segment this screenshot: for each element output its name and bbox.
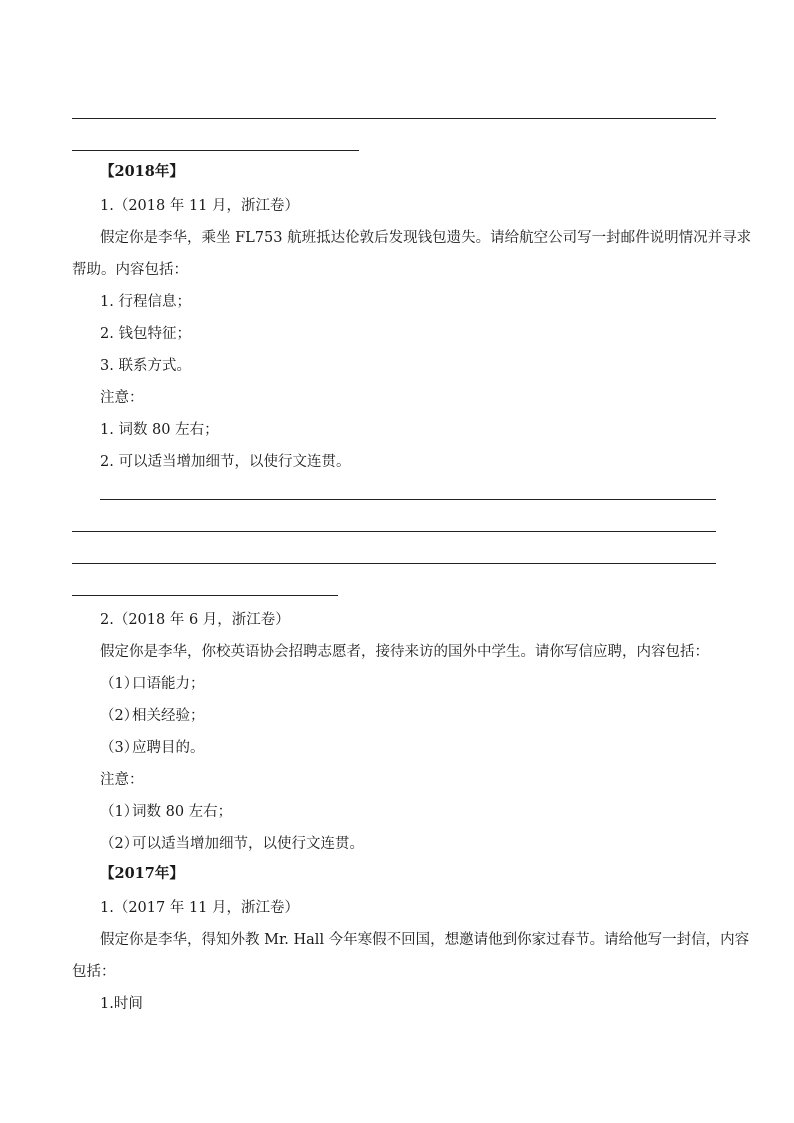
note-label: 注意： bbox=[100, 772, 144, 788]
question-title: 1.（2017 年 11 月，浙江卷） bbox=[100, 900, 300, 916]
section-header-2018: 【2018年】 bbox=[100, 163, 184, 180]
list-item-text: 口语能力； bbox=[132, 676, 205, 692]
question-prompt: 假定你是李华，乘坐 FL753 航班抵达伦敦后发现钱包遗失。请给航空公司写一封邮件说明情况并寻求 bbox=[100, 230, 752, 246]
list-item: 1.时间 bbox=[100, 996, 143, 1012]
note-item bbox=[100, 802, 232, 822]
list-item: 3. 联系方式。 bbox=[100, 358, 191, 374]
question-prompt: 假定你是李华，你校英语协会招聘志愿者，接待来访的国外中学生。请你写信应聘，内容包括： bbox=[100, 644, 709, 660]
question-prompt-cont: 包括： bbox=[72, 964, 116, 980]
note-item-number: （2） bbox=[100, 836, 139, 852]
list-item-number: （2） bbox=[100, 708, 139, 724]
note-item-text: 可以适当增加细节，以使行文连贯。 bbox=[132, 836, 364, 852]
question-title: 1.（2018 年 11 月，浙江卷） bbox=[100, 198, 300, 214]
note-label: 注意： bbox=[100, 390, 144, 406]
question-prompt-cont: 帮助。内容包括： bbox=[72, 262, 188, 278]
answer-line bbox=[72, 150, 359, 151]
note-item-number: （1） bbox=[100, 804, 139, 820]
list-item-number: （1） bbox=[100, 676, 139, 692]
answer-line bbox=[72, 118, 716, 119]
list-item bbox=[100, 738, 205, 758]
note-item: 2. 可以适当增加细节，以使行文连贯。 bbox=[100, 454, 351, 470]
list-item bbox=[100, 674, 205, 694]
list-item-text: 应聘目的。 bbox=[132, 740, 205, 756]
list-item-number: （3） bbox=[100, 740, 139, 756]
section-header-2017: 【2017年】 bbox=[100, 865, 184, 882]
list-item-text: 相关经验； bbox=[132, 708, 205, 724]
note-item-text: 词数 80 左右； bbox=[132, 804, 233, 820]
answer-line bbox=[72, 531, 716, 532]
note-item: 1. 词数 80 左右； bbox=[100, 422, 219, 438]
list-item bbox=[100, 706, 205, 726]
question-prompt: 假定你是李华，得知外教 Mr. Hall 今年寒假不回国，想邀请他到你家过春节。请给他写一封信，内容 bbox=[100, 932, 750, 948]
list-item: 1. 行程信息； bbox=[100, 294, 191, 310]
list-item: 2. 钱包特征； bbox=[100, 326, 191, 342]
note-item bbox=[100, 834, 364, 854]
question-title: 2.（2018 年 6 月，浙江卷） bbox=[100, 612, 290, 628]
answer-line bbox=[100, 499, 716, 500]
answer-line bbox=[72, 563, 716, 564]
answer-line bbox=[72, 595, 338, 596]
